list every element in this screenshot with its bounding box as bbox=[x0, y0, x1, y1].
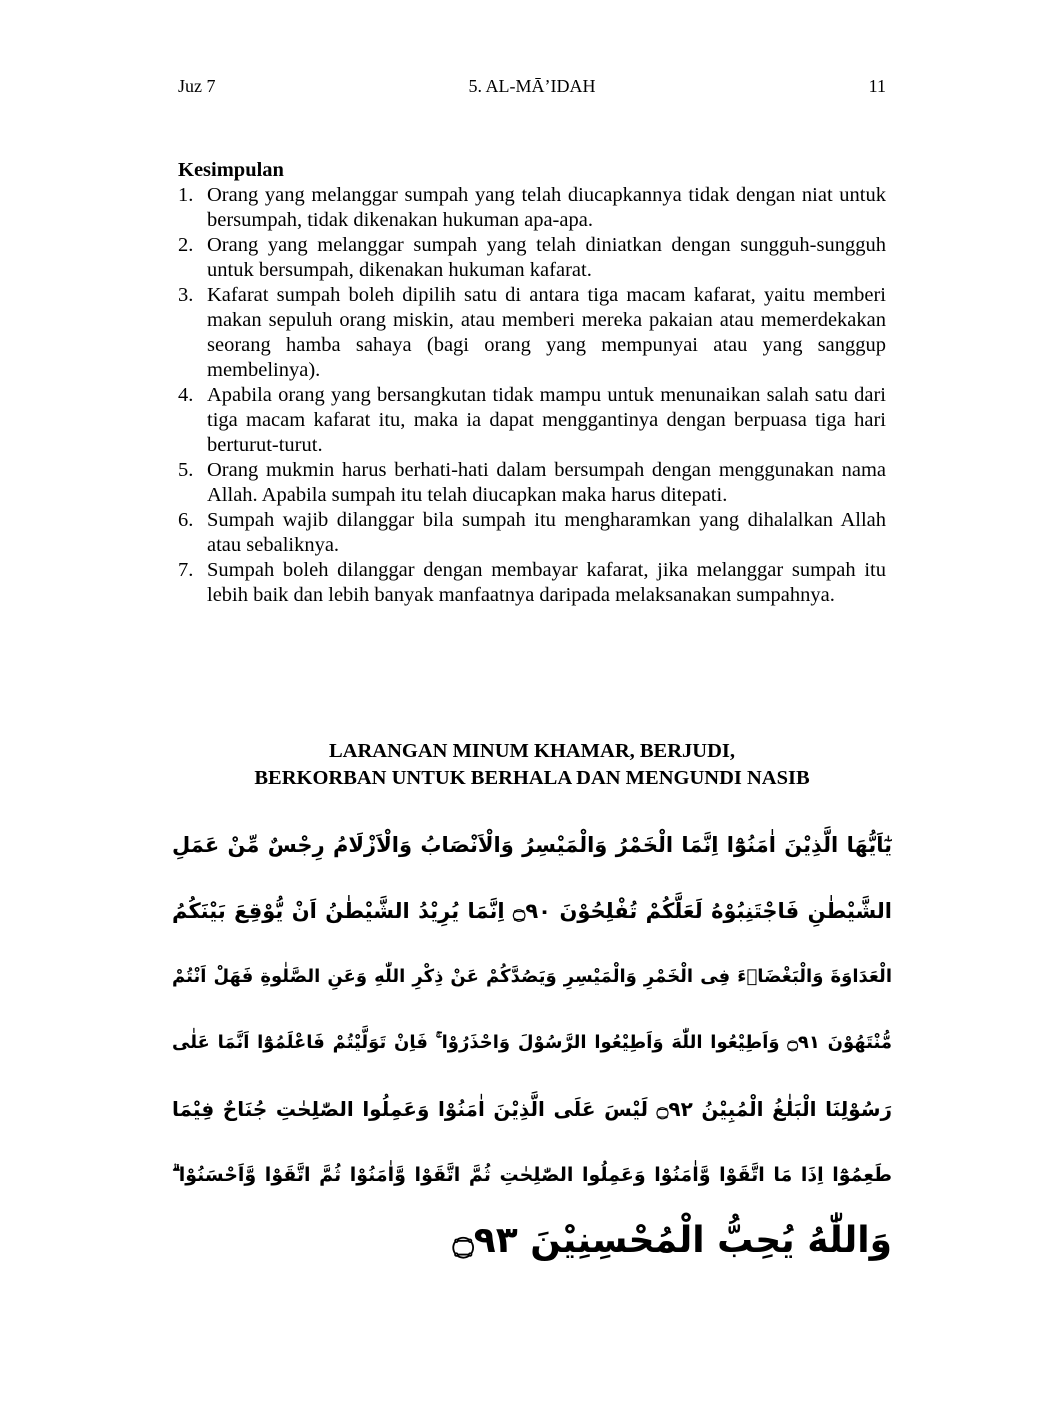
arabic-verse-line: يٰٓاَيُّهَا الَّذِيْنَ اٰمَنُوْٓا اِنَّمَا الْخَمْرُ وَالْمَيْسِرُ وَالْاَنْصَابُ وَالْاَزْلَامُ رِجْسٌ مِّنْ عَمَلِ bbox=[172, 833, 892, 857]
list-item-number: 1. bbox=[178, 184, 194, 206]
arabic-verse-line: مُّنْتَهُوْنَ ۝٩١ وَاَطِيْعُوا اللّٰهَ وَاَطِيْعُوا الرَّسُوْلَ وَاحْذَرُوْا ۚ فَاِنْ تَوَلَّيْتُمْ فَاعْلَمُوْٓا اَنَّمَا عَلٰى bbox=[172, 1032, 892, 1053]
list-item-number: 2. bbox=[178, 234, 194, 256]
conclusion-section bbox=[178, 158, 886, 608]
list-item bbox=[178, 508, 886, 558]
list-item bbox=[178, 558, 886, 608]
list-item-text: Orang mukmin harus berhati-hati dalam bersumpah dengan menggunakan nama Allah. Apabila sumpah itu telah diucapkan maka harus ditepati. bbox=[207, 459, 886, 506]
section-heading bbox=[178, 738, 886, 792]
list-item-text: Sumpah boleh dilanggar dengan membayar kafarat, jika melanggar sumpah itu lebih baik dan lebih banyak manfaatnya daripada melaksanakan sumpahnya. bbox=[207, 559, 886, 606]
list-item-number: 6. bbox=[178, 509, 194, 531]
arabic-verse-line: الشَّيْطٰنِ فَاجْتَنِبُوْهُ لَعَلَّكُمْ تُفْلِحُوْنَ ۝٩٠ اِنَّمَا يُرِيْدُ الشَّيْطٰنُ اَنْ يُّوْقِعَ بَيْنَكُمُ bbox=[172, 899, 892, 923]
conclusion-title: Kesimpulan bbox=[178, 159, 284, 181]
list-item-text: Apabila orang yang bersangkutan tidak mampu untuk menunaikan salah satu dari tiga macam kafarat itu, maka ia dapat menggantinya dengan berpuasa tiga hari berturut-turut. bbox=[207, 384, 886, 456]
section-heading-line-2: BERKORBAN UNTUK BERHALA DAN MENGUNDI NASIB bbox=[254, 767, 810, 789]
arabic-verse-line: طَعِمُوْٓا اِذَا مَا اتَّقَوْا وَّاٰمَنُوْا وَعَمِلُوا الصّٰلِحٰتِ ثُمَّ اتَّقَوْا وَّاٰمَنُوْا ثُمَّ اتَّقَوْا وَّاَحْسَنُوْا ۗ bbox=[172, 1164, 892, 1186]
list-item-text: Kafarat sumpah boleh dipilih satu di antara tiga macam kafarat, yaitu memberi makan sepuluh orang miskin, atau memberi mereka pakaian atau memerdekakan seorang hamba sahaya (bagi orang yang mempunyai atau yang sanggup membelinya). bbox=[207, 284, 886, 381]
list-item-number: 3. bbox=[178, 284, 194, 306]
list-item bbox=[178, 283, 886, 383]
juz-label: Juz 7 bbox=[178, 76, 216, 96]
list-item-text: Orang yang melanggar sumpah yang telah diucapkannya tidak dengan niat untuk bersumpah, tidak dikenakan hukuman apa-apa. bbox=[207, 184, 886, 231]
list-item-number: 7. bbox=[178, 559, 194, 581]
section-heading-line-1: LARANGAN MINUM KHAMAR, BERJUDI, bbox=[329, 740, 735, 762]
list-item bbox=[178, 383, 886, 458]
page-header bbox=[178, 76, 886, 100]
arabic-verses bbox=[172, 812, 892, 1282]
arabic-verse-line: رَسُوْلِنَا الْبَلٰغُ الْمُبِيْنُ ۝٩٢ لَيْسَ عَلَى الَّذِيْنَ اٰمَنُوْا وَعَمِلُوا الصّٰلِحٰتِ جُنَاحٌ فِيْمَا bbox=[172, 1097, 892, 1121]
conclusion-list bbox=[178, 183, 886, 608]
list-item bbox=[178, 233, 886, 283]
list-item-number: 4. bbox=[178, 384, 194, 406]
arabic-verse-line: الْعَدَاوَةَ وَالْبَغْضَاۤءَ فِى الْخَمْرِ وَالْمَيْسِرِ وَيَصُدَّكُمْ عَنْ ذِكْرِ اللّٰهِ وَعَنِ الصَّلٰوةِ فَهَلْ اَنْتُمْ bbox=[172, 966, 892, 987]
arabic-verse-line: وَاللّٰهُ يُحِبُّ الْمُحْسِنِيْنَ ۝٩٣ bbox=[452, 1220, 892, 1261]
list-item-number: 5. bbox=[178, 459, 194, 481]
list-item bbox=[178, 183, 886, 233]
list-item bbox=[178, 458, 886, 508]
surah-title: 5. AL-MĀ’IDAH bbox=[468, 76, 596, 96]
list-item-text: Sumpah wajib dilanggar bila sumpah itu mengharamkan yang dihalalkan Allah atau sebaliknya. bbox=[207, 509, 886, 556]
list-item-text: Orang yang melanggar sumpah yang telah diniatkan dengan sungguh-sungguh untuk bersumpah, dikenakan hukuman kafarat. bbox=[207, 234, 886, 281]
page-number: 11 bbox=[868, 76, 886, 96]
